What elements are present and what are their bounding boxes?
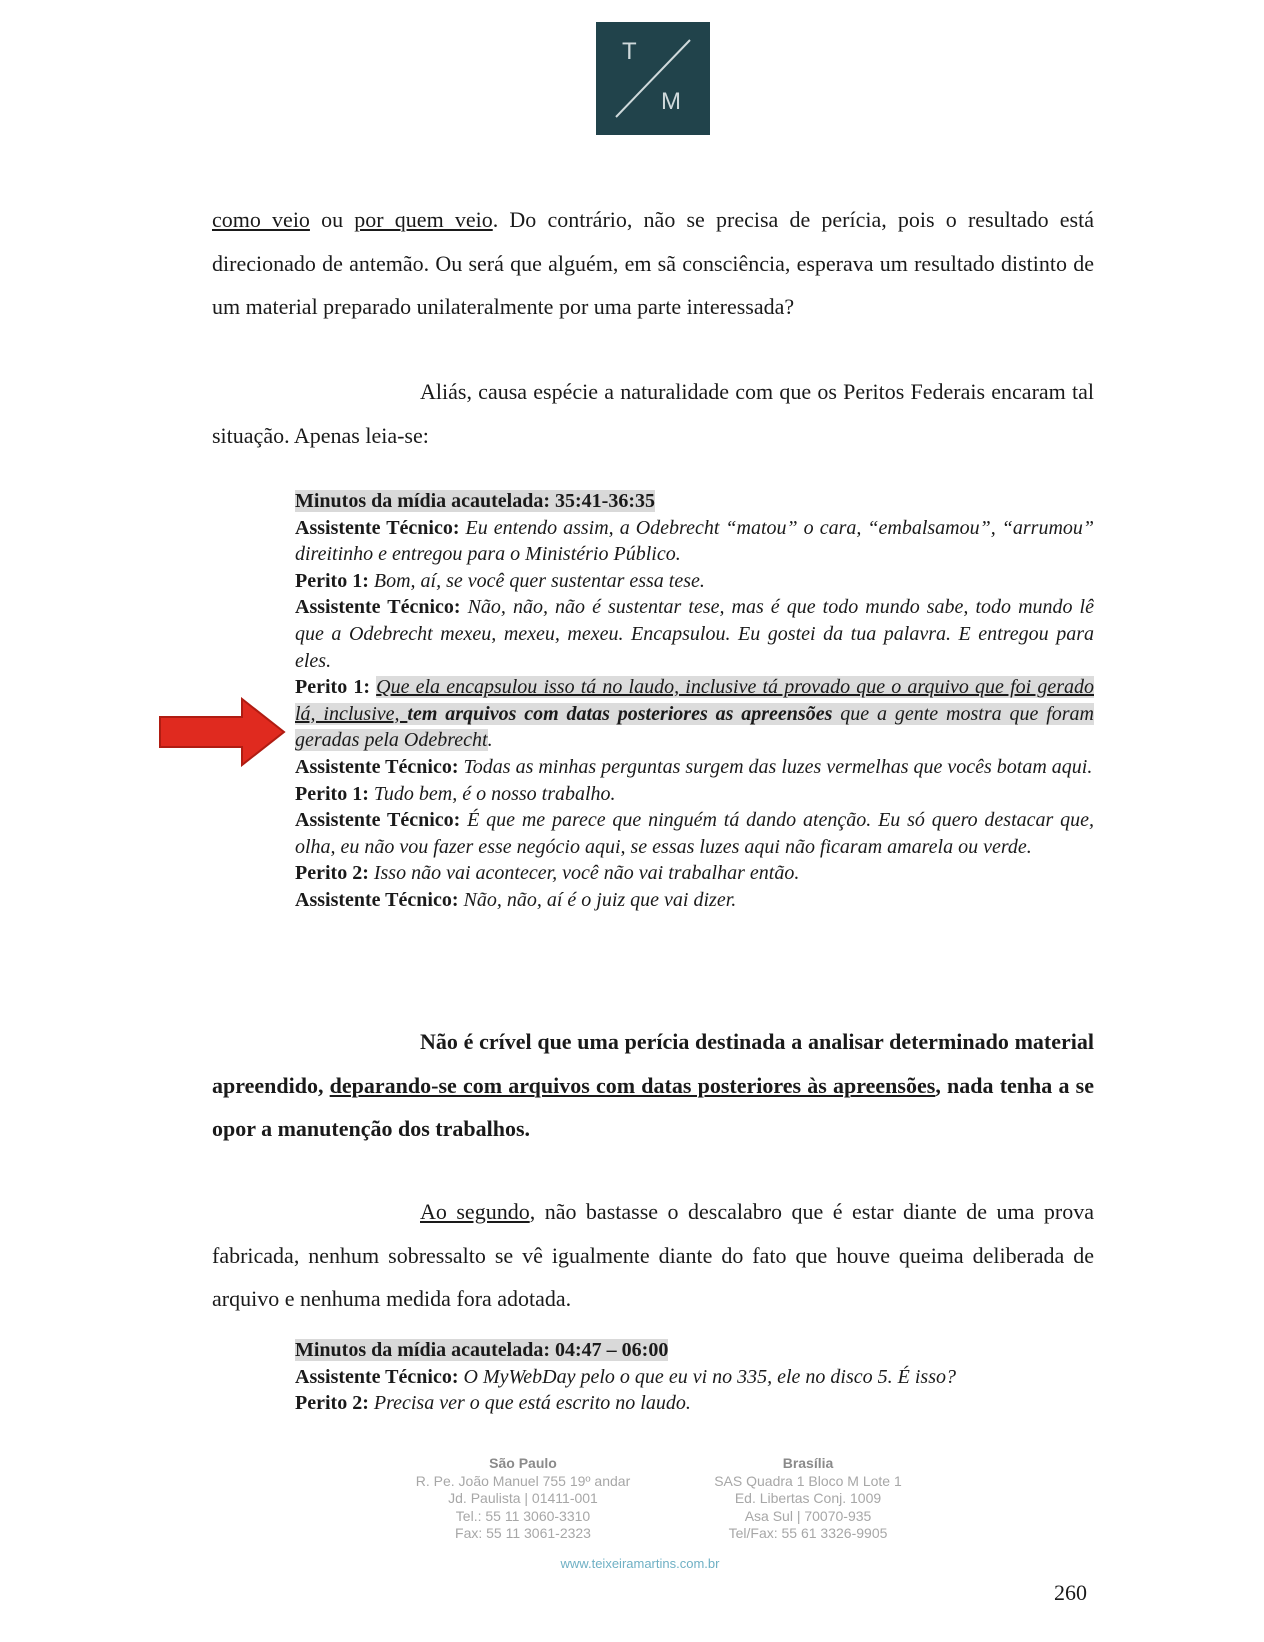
paragraph-2: Aliás, causa espécie a naturalidade com que os Peritos Federais encaram tal situação. Apenas leia-se: xyxy=(212,379,1094,448)
footer-website: www.teixeiramartins.com.br xyxy=(560,1556,720,1571)
transcript-quote-1 xyxy=(295,488,1094,914)
transcript-line: Perito 1: Bom, aí, se você quer sustentar essa tese. xyxy=(295,569,705,592)
transcript-line: Assistente Técnico: É que me parece que ninguém tá dando atenção. Eu só quero destacar que, olha, eu não vou fazer esse negócio aqui, se essas luzes aqui não ficaram amarela ou verde. xyxy=(295,809,1094,858)
transcript-line: Perito 1: Tudo bem, é o nosso trabalho. xyxy=(295,782,616,805)
logo-letter-m: M xyxy=(661,88,681,115)
transcript-line: Assistente Técnico: Todas as minhas perguntas surgem das luzes vermelhas que vocês botam aqui. xyxy=(295,755,1093,778)
transcript-line: Assistente Técnico: Não, não, não é sustentar tese, mas é que todo mundo sabe, todo mundo lê que a Odebrecht mexeu, mexeu, mexeu. Encapsulou. Eu gostei da tua palavra. E entregou para eles. xyxy=(295,596,1094,672)
transcript-line: Assistente Técnico: O MyWebDay pelo o que eu vi no 335, ele no disco 5. É isso? xyxy=(295,1365,956,1388)
transcript-line: Perito 2: Precisa ver o que está escrito no laudo. xyxy=(295,1392,691,1415)
paragraph-4: Ao segundo, não bastasse o descalabro que é estar diante de uma prova fabricada, nenhum sobressalto se vê igualmente diante do fato que houve queima deliberada de arquivo e nenhuma medida fora adotada. xyxy=(212,1199,1094,1311)
transcript-line: Assistente Técnico: Não, não, aí é o juiz que vai dizer. xyxy=(295,888,737,911)
quote-header: Minutos da mídia acautelada: 35:41-36:35 xyxy=(295,490,655,512)
transcript-line: Assistente Técnico: Eu entendo assim, a Odebrecht “matou” o cara, “embalsamou”, “arrumou” direitinho e entregou para o Ministério Público. xyxy=(295,516,1095,566)
firm-logo xyxy=(596,22,710,135)
quote-header: Minutos da mídia acautelada: 04:47 – 06:00 xyxy=(295,1339,669,1361)
paragraph-1: como veio ou por quem veio. Do contrário, não se precisa de perícia, pois o resultado está direcionado de antemão. Ou será que alguém, em sã consciência, esperava um resultado distinto de um material preparado unilateralmente por uma parte interessada? xyxy=(212,207,1094,319)
paragraph-3-bold: Não é crível que uma perícia destinada a analisar determinado material apreendido, deparando-se com arquivos com datas posteriores às apreensões, nada tenha a se opor a manutenção dos trabalhos. xyxy=(212,1029,1094,1141)
footer-address-sao-paulo: São Paulo R. Pe. João Manuel 755 19º andar Jd. Paulista | 01411-001 Tel.: 55 11 3060-3310 Fax: 55 11 3061-2323 xyxy=(415,1455,631,1541)
logo-letter-t: T xyxy=(622,38,637,65)
red-arrow-icon xyxy=(158,697,286,767)
page-number: 260 xyxy=(1054,1580,1087,1605)
transcript-line: Perito 2: Isso não vai acontecer, você não vai trabalhar então. xyxy=(295,862,800,885)
footer-address-brasilia: Brasília SAS Quadra 1 Bloco M Lote 1 Ed. Libertas Conj. 1009 Asa Sul | 70070-935 Tel/Fax: 55 61 3326-9905 xyxy=(714,1455,902,1541)
highlighted-transcript-line: Perito 1: Que ela encapsulou isso tá no laudo, inclusive tá provado que o arquivo que foi gerado lá, inclusive, tem arquivos com datas posteriores as apreensões que a gente mostra que foram geradas pela Odebrecht. xyxy=(295,676,1094,752)
logo-slash xyxy=(596,22,710,135)
transcript-quote-2 xyxy=(295,1337,1094,1417)
